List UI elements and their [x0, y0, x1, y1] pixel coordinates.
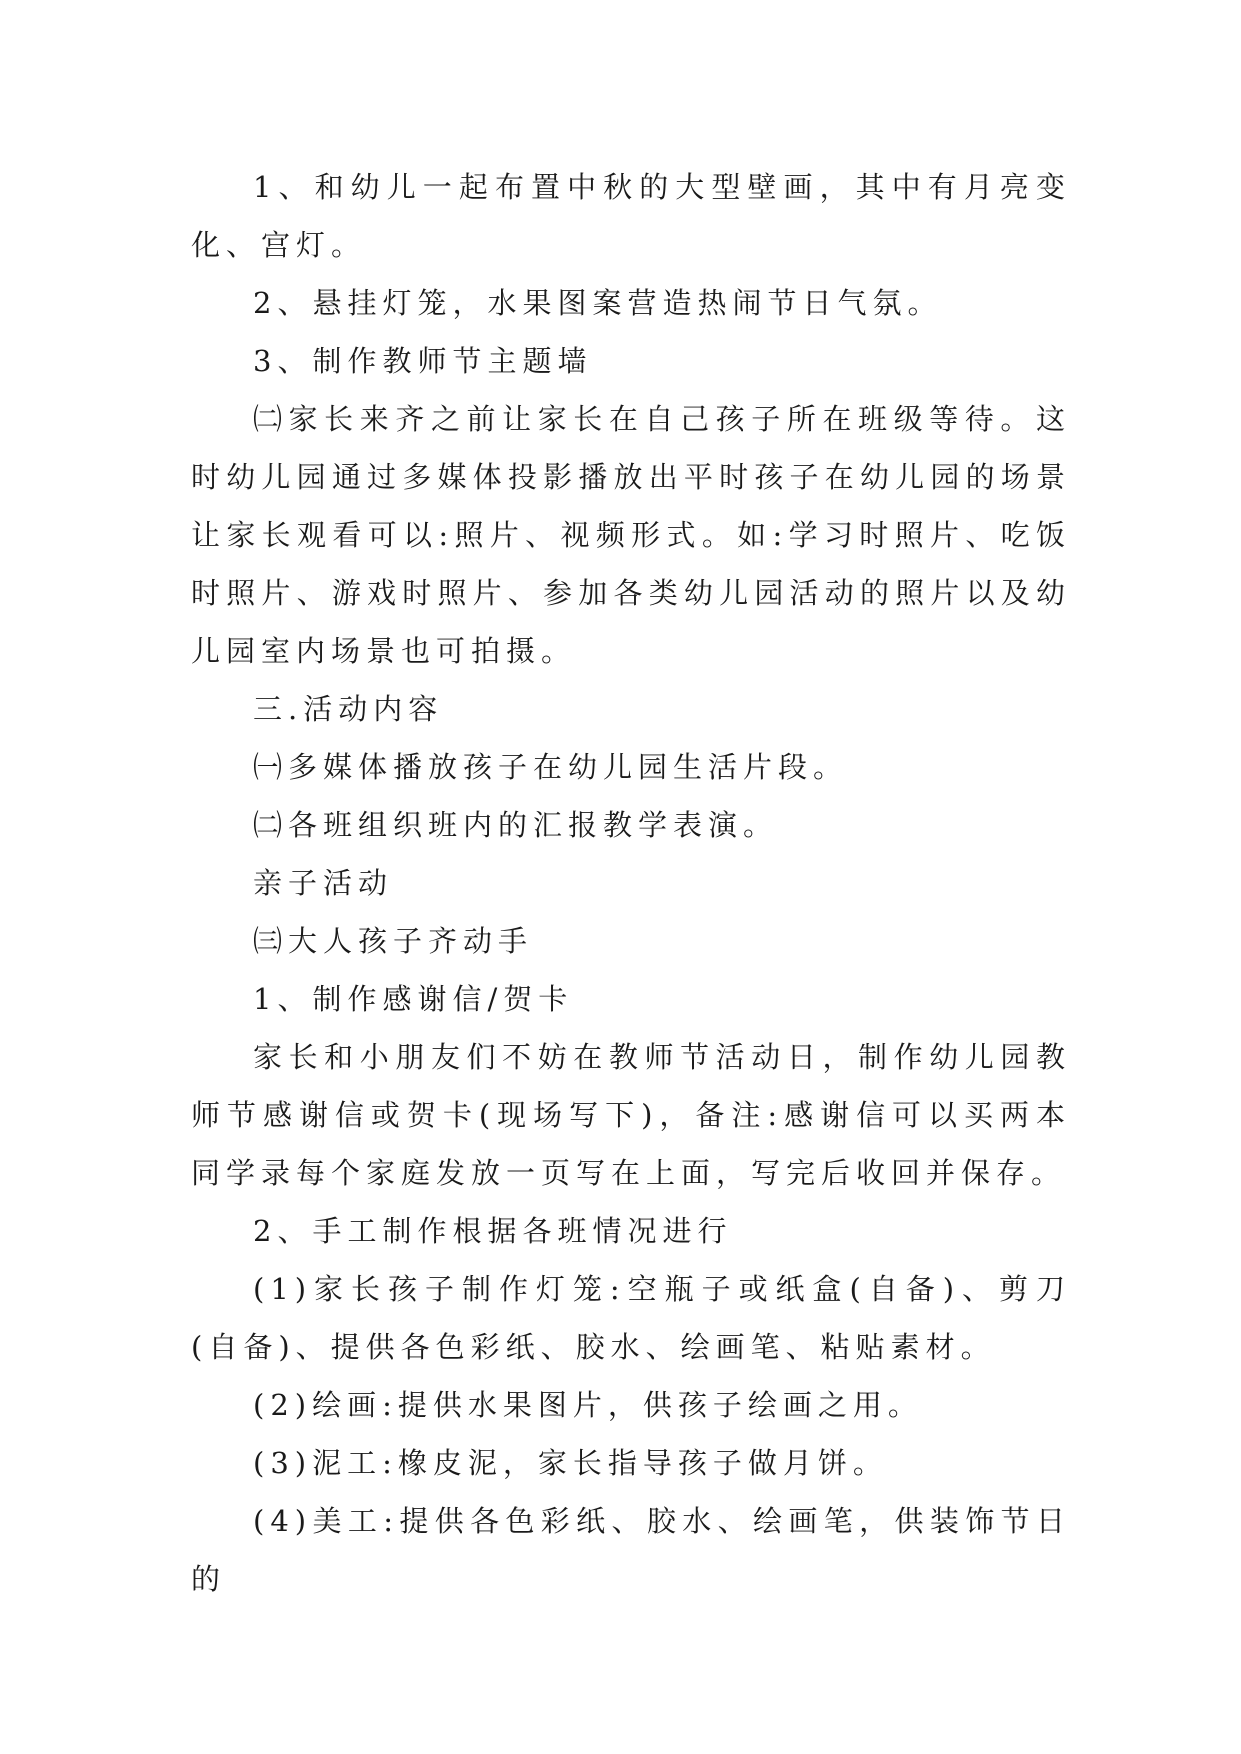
- paragraph-15: (3)泥工:橡皮泥，家长指导孩子做月饼。: [253, 1446, 888, 1480]
- paragraph-7: ㈡各班组织班内的汇报教学表演。: [253, 808, 779, 842]
- paragraph-1: 1、和幼儿一起布置中秋的大型壁画，其中有月亮变化、宫灯。: [191, 170, 1071, 262]
- section-heading: 三.活动内容: [253, 692, 444, 726]
- paragraph-4: ㈡家长来齐之前让家长在自己孩子所在班级等待。这时幼儿园通过多媒体投影播放出平时孩子在幼儿园的场景让家长观看可以:照片、视频形式。如:学习时照片、吃饭时照片、游戏时照片、参加各类幼儿园活动的照片以及幼儿园室内场景也可拍摄。: [191, 402, 1071, 668]
- paragraph-6: ㈠多媒体播放孩子在幼儿园生活片段。: [253, 750, 849, 784]
- paragraph-2: 2、悬挂灯笼，水果图案营造热闹节日气氛。: [253, 286, 943, 320]
- paragraph-9: ㈢大人孩子齐动手: [253, 924, 534, 958]
- paragraph-16: (4)美工:提供各色彩纸、胶水、绘画笔，供装饰节日的: [191, 1504, 1071, 1596]
- paragraph-10: 1、制作感谢信/贺卡: [253, 982, 574, 1016]
- paragraph-14: (2)绘画:提供水果图片，供孩子绘画之用。: [253, 1388, 923, 1422]
- paragraph-11: 家长和小朋友们不妨在教师节活动日，制作幼儿园教师节感谢信或贺卡(现场写下)，备注:感谢信可以买两本同学录每个家庭发放一页写在上面，写完后收回并保存。: [191, 1040, 1071, 1190]
- document-body: [191, 158, 1071, 1608]
- paragraph-3: 3、制作教师节主题墙: [253, 344, 593, 378]
- subheading-parent-child: 亲子活动: [253, 866, 394, 900]
- paragraph-13: (1)家长孩子制作灯笼:空瓶子或纸盒(自备)、剪刀(自备)、提供各色彩纸、胶水、绘画笔、粘贴素材。: [191, 1272, 1071, 1364]
- paragraph-12: 2、手工制作根据各班情况进行: [253, 1214, 733, 1248]
